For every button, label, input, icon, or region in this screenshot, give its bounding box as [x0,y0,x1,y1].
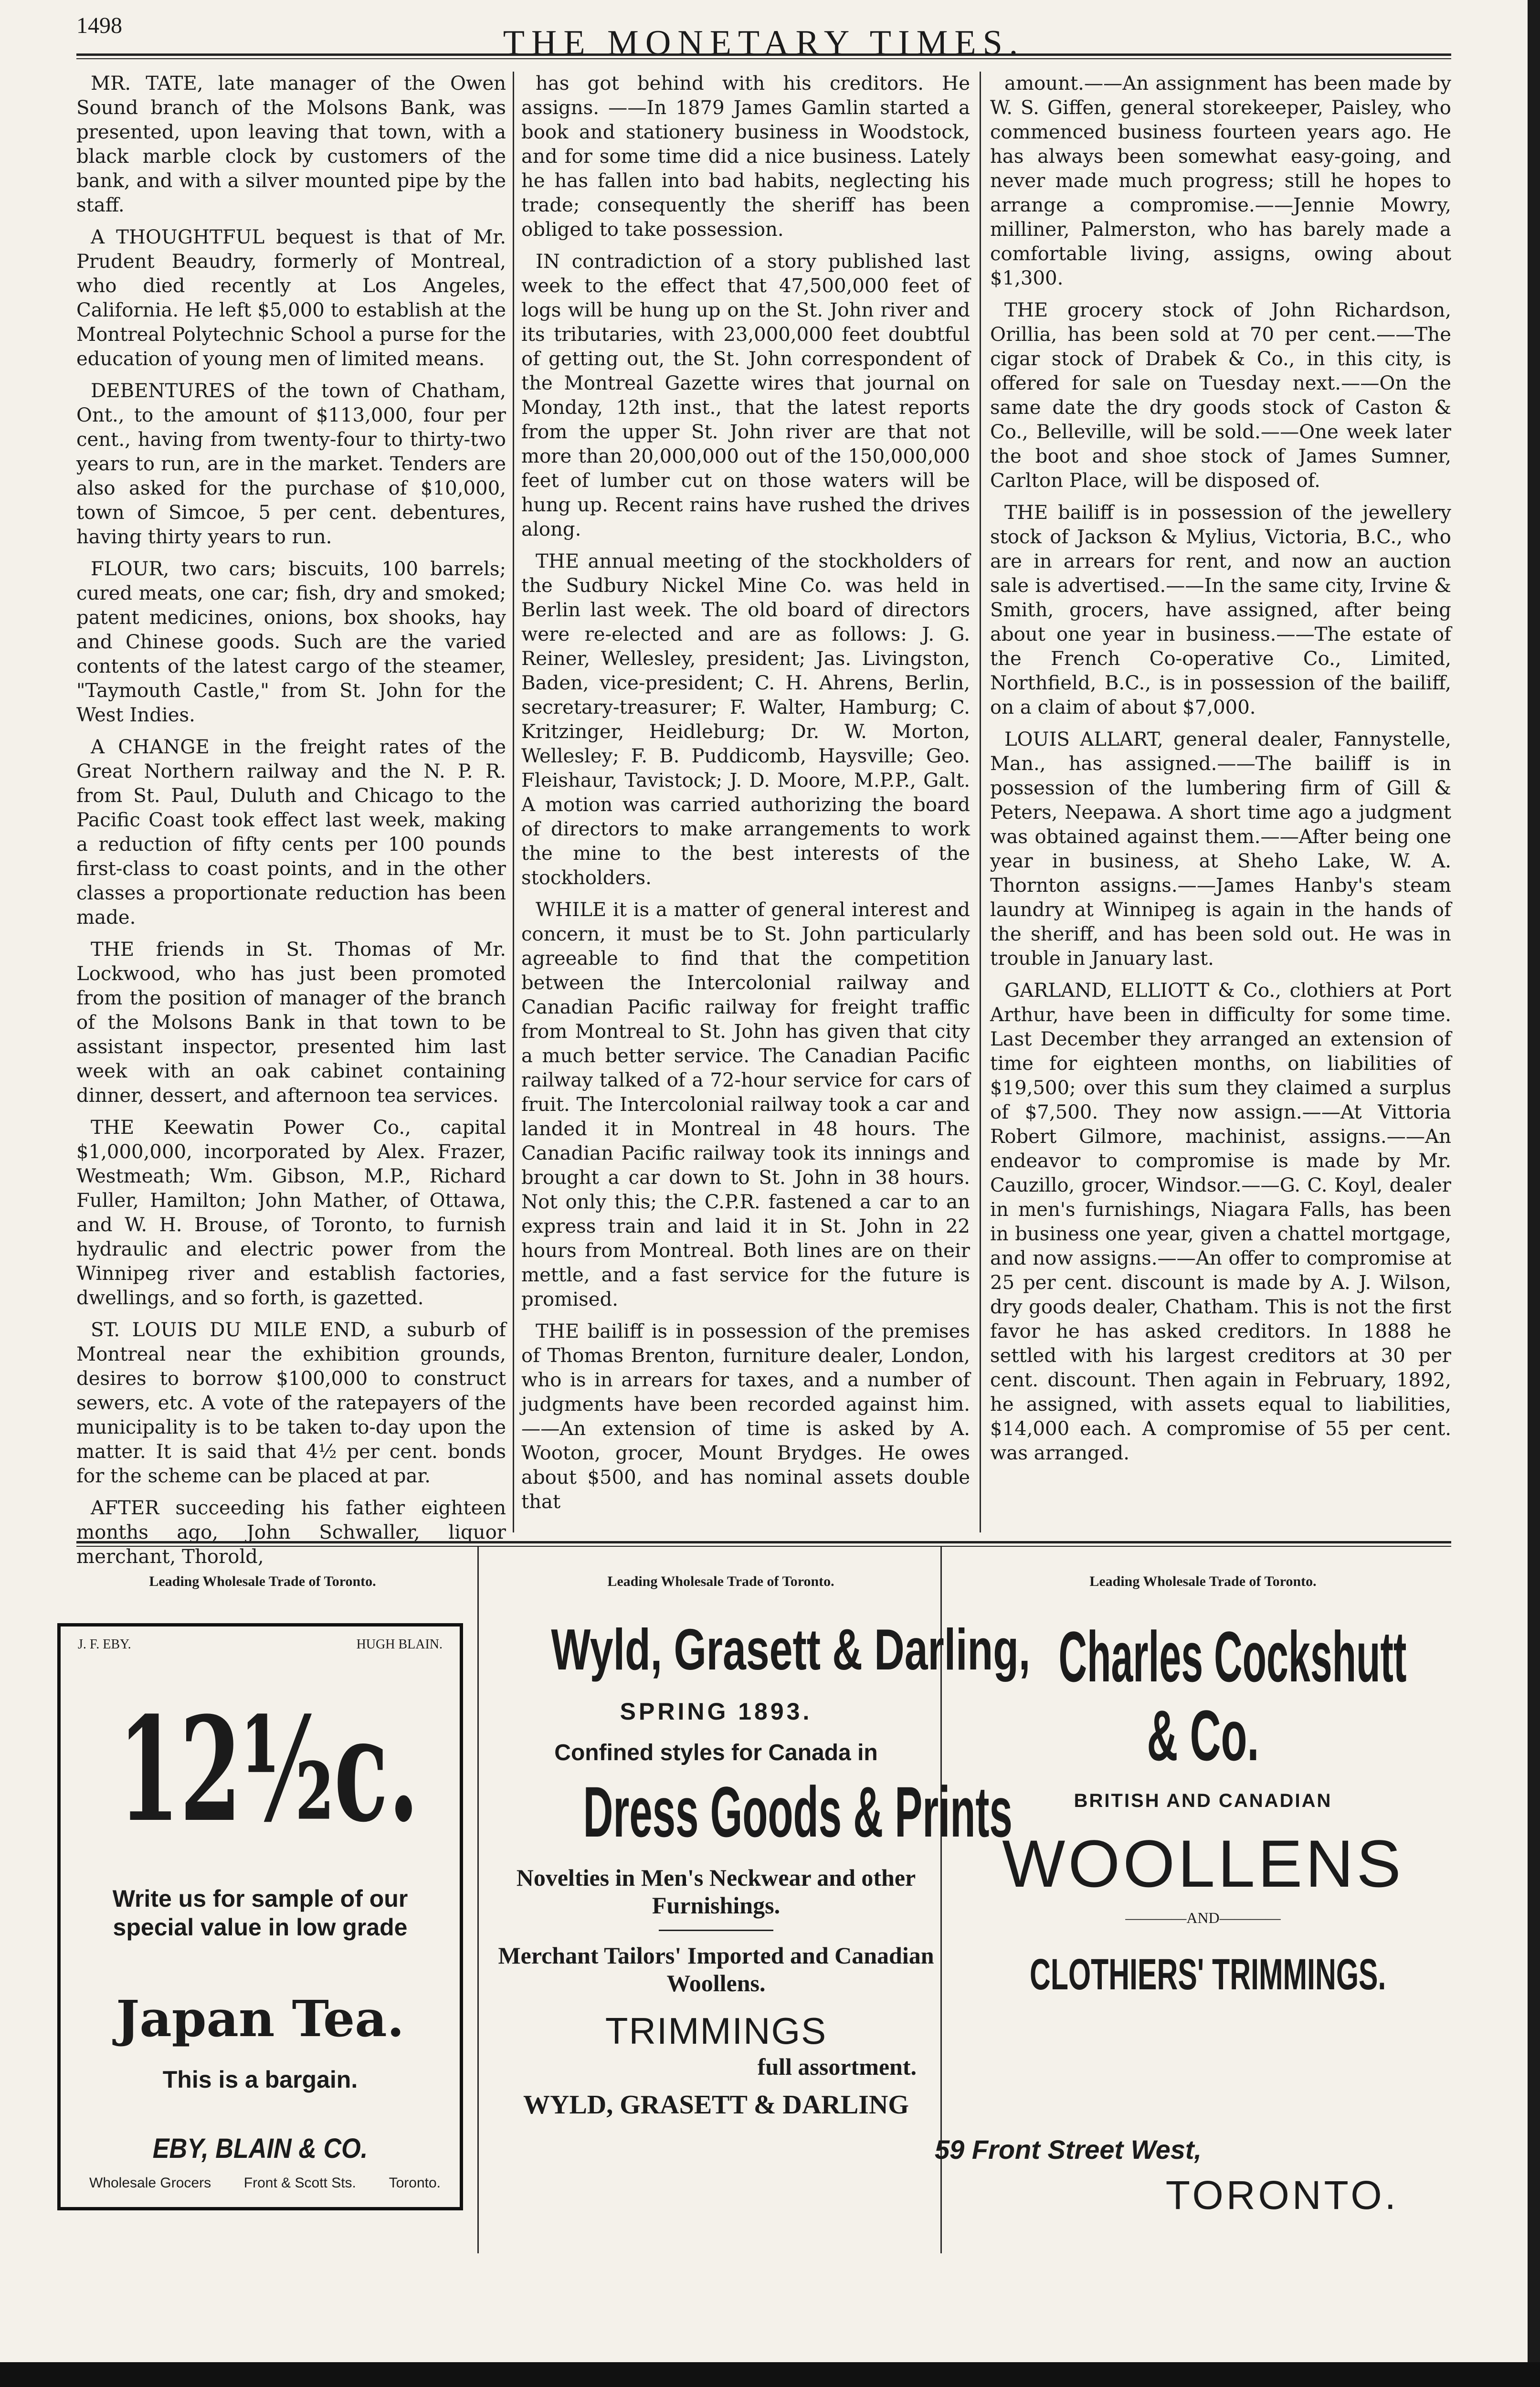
firm-co: & Co. [1147,1695,1259,1775]
article-paragraph: DEBENTURES of the town of Chatham, Ont., to the amount of $113,000, four per cent., having from twenty-four to thirty-two years to run, are in the market. Tenders are also asked for the purchase of $10,000, town of Simcoe, 5 per cent. debentures, having thirty years to run. [76,380,506,548]
bargain-note: This is a bargain. [162,2066,358,2093]
article-paragraph: A CHANGE in the freight rates of the Great Northern railway and the N. P. R. from St. Paul, Duluth and Chicago to the Pacific Coast took effect last week, making a reduction of fifty cents per 100 pounds first-class to coast points, and in the other classes a proportionate reduction has been made. [76,736,506,929]
ad-footer [89,2176,441,2191]
street-address: 59 Front Street West, [935,2134,1202,2165]
column-divider [513,72,514,1532]
divider [659,1930,773,1931]
partner-names [78,1637,443,1652]
ads-rule [76,1541,1451,1547]
cockshutt-advertisement [935,1614,1466,2234]
article-paragraph: GARLAND, ELLIOTT & Co., clothiers at Port Arthur, have been in difficulty for some time. Last December they arranged an extension of time for eighteen months, on liabilities of $19,500; over this sum they claimed a surplus of $7,500. They now assign.——At Vittoria Robert Gilmore, machinist, assigns.——An endeavor to compromise is made by Mr. Cauzillo, grocer, Windsor.——G. C. Koyl, dealer in men's furnishings, Niagara Falls, has been in business one year, given a chattel mortgage, and now assigns.——An offer to compromise at 25 per cent. discount is made by A. J. Wilson, dry goods dealer, Chatham. This is not the first favor he has asked creditors. In 1888 he settled with his largest creditors at 30 per cent. discount. Then again in February, 1892, he assigned, with assets equal to liabilities, $14,000 each. A compromise of 55 per cent. was arranged. [990,980,1451,1464]
article-paragraph: THE bailiff is in possession of the jewellery stock of Jackson & Mylius, Victoria, B.C., who are in arrears for rent, and now an auction sale is advertised.——In the same city, Irvine & Smith, grocers, have assigned, after being about one year in business.——The estate of the French Co-operative Co., Limited, Northfield, B.C., is in possession of the bailiff, on a claim of about $7,000. [990,502,1451,718]
firm-address: Front & Scott Sts. [243,2175,356,2191]
firm-name: Charles Cockshutt [1058,1616,1407,1697]
firm-name: Wyld, Grasett & Darling, [551,1617,1031,1682]
ad-section-label: Leading Wholesale Trade of Toronto. [149,1574,376,1589]
british-canadian: BRITISH AND CANADIAN [1074,1790,1332,1811]
scan-edge [1528,0,1540,2387]
city: TORONTO. [1165,2173,1399,2218]
merchant-tailors: Merchant Tailors' Imported and Canadian Woollens. [498,1942,934,1996]
article-paragraph: THE grocery stock of John Richardson, Orillia, has been sold at 70 per cent.——The cigar stock of Drabek & Co., in this city, is offered for sale on Tuesday next.——On the same date the dry goods stock of Caston & Co., Belleville, will be sold.——One week later the boot and shoe stock of James Sumner, Carlton Place, will be disposed of. [990,299,1451,492]
article-paragraph: AFTER succeeding his father eighteen months ago, John Schwaller, liquor merchant, Thorold, [76,1497,506,1568]
article-paragraph: FLOUR, two cars; biscuits, 100 barrels; cured meats, one car; fish, dry and smoked; patent medicines, onions, box shooks, hay and Chinese goods. Such are the varied contents of the latest cargo of the steamer, "Taymouth Castle," from St. John for the West Indies. [76,558,506,726]
article-paragraph: THE friends in St. Thomas of Mr. Lockwood, who has just been promoted from the position of manager of the branch of the Molsons Bank in that town to be assistant inspector, presented him last week with an oak cabinet containing dinner, dessert, and afternoon tea services. [76,939,506,1107]
firm-name: EBY, BLAIN & CO. [152,2133,368,2164]
article-paragraph: MR. TATE, late manager of the Owen Sound branch of the Molsons Bank, was presented, upon leaving that town, with a black marble clock by customers of the bank, and with a silver mounted pipe by the staff. [76,73,506,216]
article-paragraph: WHILE it is a matter of general interest and concern, it must be to St. John particularly agreeable to find that the competition between the Intercolonial railway and Canadian Pacific railway for freight traffic from Montreal to St. John has given that city a much better service. The Canadian Pacific railway talked of a 72-hour service for cars of fruit. The Intercolonial railway took a car and landed it in Montreal in 48 hours. The Canadian Pacific railway took its innings and brought a car down to St. John in 38 hours. Not only this; the C.P.R. fastened a car to an express train and laid it in St. John in 22 hours from Montreal. Both lines are on their mettle, and a fast service for the future is promised. [521,899,970,1310]
partner-right: HUGH BLAIN. [356,1637,443,1652]
woollens: WOOLLENS [1002,1826,1404,1901]
column-1 [76,72,506,1577]
clothiers-trimmings: CLOTHIERS' TRIMMINGS. [1030,1950,1386,1999]
firm-city: Toronto. [389,2175,441,2191]
article-paragraph: ST. LOUIS DU MILE END, a suburb of Montreal near the exhibition grounds, desires to borrow $100,000 to construct sewers, etc. A vote of the ratepayers of the municipality is to be taken to-day upon the matter. It is said that 4½ per cent. bonds for the scheme can be placed at par. [76,1319,506,1487]
article-paragraph: A THOUGHTFUL bequest is that of Mr. Prudent Beaudry, formerly of Montreal, who died recently at Los Angeles, California. He left $5,000 to establish at the Montreal Polytechnic School a purse for the education of young men of limited means. [76,226,506,370]
ad-section-label: Leading Wholesale Trade of Toronto. [1089,1574,1317,1589]
full-assortment: full assortment. [757,2053,917,2080]
article-paragraph: LOUIS ALLART, general dealer, Fannystelle, Man., has assigned.——The bailiff is in possession of the lumbering firm of Gill & Peters, Neepawa. A short time ago a judgment was obtained against them.——After being one year in business, at Sheho Lake, W. A. Thornton assigns.——James Hanby's steam laundry at Winnipeg is again in the hands of the sheriff, and has been sold out. He was in trouble in January last. [990,729,1451,970]
article-paragraph: IN contradiction of a story published last week to the effect that 47,500,000 feet of logs will be hung up on the St. John river and its tributaries, with 23,000,000 feet doubtful of getting out, the St. John correspondent of the Montreal Gazette wires that journal on Monday, 12th inst., that the latest reports from the upper St. John river are that not more than 20,000,000 out of the 150,000,000 feet of lumber cut on those waters will be hung up. Recent rains have rushed the drives along. [521,251,970,540]
and-text: AND [1186,1909,1220,1926]
article-paragraph: THE Keewatin Power Co., capital $1,000,000, incorporated by Alex. Frazer, Westmeath; Wm. Gibson, M.P., Richard Fuller, Hamilton; John Mather, of Ottawa, and W. H. Brouse, of Toronto, to furnish hydraulic and electric power from the Winnipeg river and establish factories, dwellings, and so forth, is gazetted. [76,1117,506,1309]
product-name: Japan Tea. [116,1989,404,2048]
ad-section-label: Leading Wholesale Trade of Toronto. [607,1574,834,1589]
column-3 [990,72,1451,1473]
ad-divider [477,1547,479,2253]
eby-blain-advertisement [57,1623,463,2210]
article-paragraph: has got behind with his creditors. He assigns. ——In 1879 James Gamlin started a book and stationery business in Woodstock, and for some time did a nice business. Lately he has fallen into bad habits, neglecting his trade; consequently the sheriff has been obliged to take possession. [521,73,970,241]
season-label: SPRING 1893. [620,1698,812,1725]
article-paragraph: THE annual meeting of the stockholders of the Sudbury Nickel Mine Co. was held in Berlin last week. The old board of directors were re-elected and are as follows: J. G. Reiner, Wellesley, president; Jas. Livingston, Baden, vice-president; C. H. Ahrens, Berlin, secretary-treasurer; F. Walter, Hamburg; C. Kritzinger, Heidleburg; Dr. W. Morton, Wellesley; F. B. Puddicomb, Haysville; Geo. Fleishaur, Tavistock; J. D. Moore, M.P.P., Galt. A motion was carried authorizing the board of directors to make arrangements to work the mine to the best interests of the stockholders. [521,550,970,889]
tea-price: 12½c. [118,1685,419,1854]
wyld-grasett-advertisement [487,1614,1031,2244]
dress-goods: Dress Goods & Prints [583,1772,1013,1852]
column-divider [980,72,981,1532]
sample-offer: Write us for sample of our special value in low grade [112,1885,408,1941]
article-paragraph: THE bailiff is in possession of the premises of Thomas Brenton, furniture dealer, London, who is in arrears for taxes, and a number of judgments have been recorded against him. ——An extension of time is asked by A. Wooton, grocer, Mount Brydges. He owes about $500, and has nominal assets double that [521,1320,970,1513]
header-rule [76,53,1451,59]
trimmings: TRIMMINGS [605,2010,827,2052]
firm-footer: WYLD, GRASETT & DARLING [523,2090,909,2120]
scan-bottom-edge [0,2362,1540,2387]
confined-styles: Confined styles for Canada in [554,1740,878,1765]
article-paragraph: amount.——An assignment has been made by W. S. Giffen, general storekeeper, Paisley, who commenced business fourteen years ago. He has always been somewhat easy-going, and never made much progress; still he hopes to arrange a compromise.——Jennie Mowry, milliner, Palmerston, who has barely made a comfortable living, assigns, owing about $1,300. [990,73,1451,289]
novelties: Novelties in Men's Neckwear and other Furnishings. [516,1864,916,1919]
journal-title: THE MONETARY TIMES. [503,23,1025,63]
page-number: 1498 [76,13,122,38]
column-2 [521,72,970,1522]
and-label: ————AND———— [1125,1909,1281,1926]
firm-role: Wholesale Grocers [89,2175,211,2191]
partner-left: J. F. EBY. [78,1637,131,1652]
